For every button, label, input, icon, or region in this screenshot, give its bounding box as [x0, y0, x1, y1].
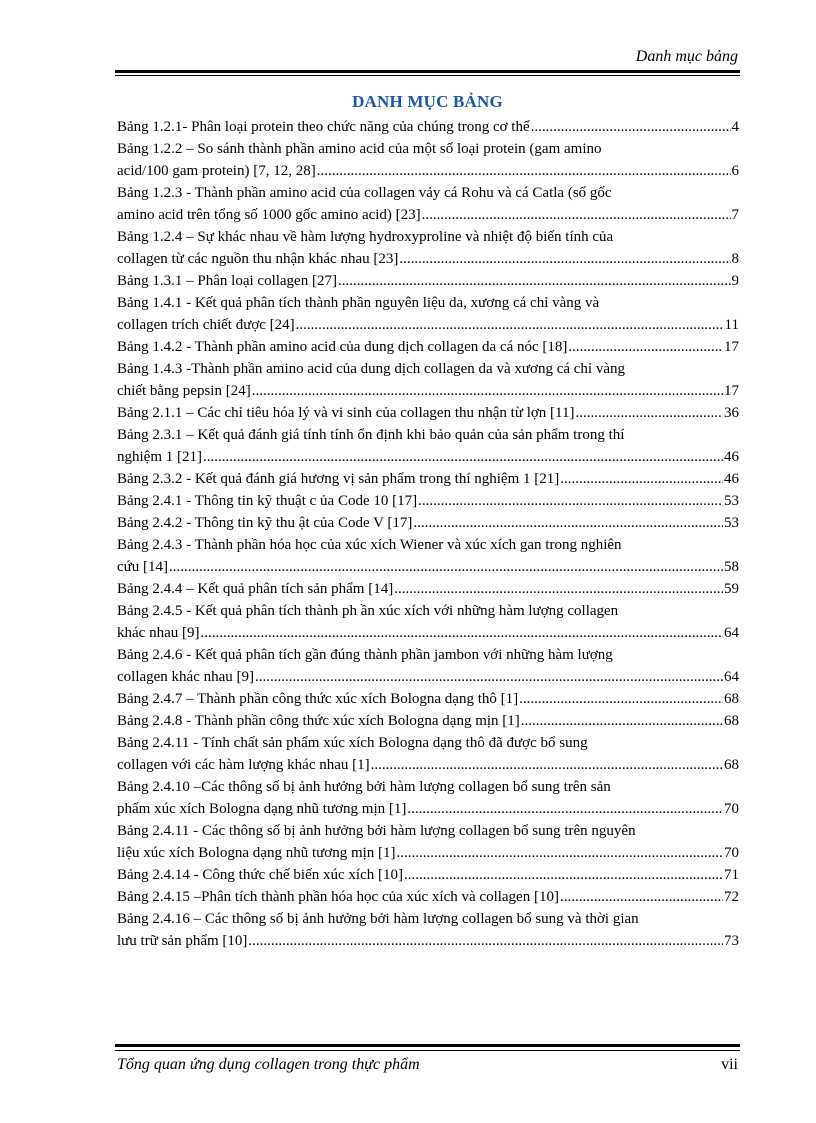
toc-entry-text: Bảng 2.3.2 - Kết quả đánh giá hương vị sản phẩm trong thí nghiệm 1 [21] — [117, 471, 560, 487]
toc-entry-text-line1: Bảng 1.2.4 – Sự khác nhau về hàm lượng hydroxyproline và nhiệt độ biến tính của — [117, 229, 614, 245]
toc-entry-page: 53 — [724, 493, 739, 509]
toc-entry-text-line1: Bảng 2.4.5 - Kết quả phân tích thành ph ần xúc xích với những hàm lượng collagen — [117, 603, 619, 619]
toc-entry[interactable] — [117, 358, 739, 402]
toc-entry-page: 17 — [724, 383, 739, 399]
toc-entry-text-line1: Bảng 2.4.3 - Thành phần hóa học của xúc xích Wiener và xúc xích gan trong nghiên — [117, 537, 622, 553]
toc-entry[interactable] — [117, 886, 739, 908]
toc-entry[interactable] — [117, 490, 739, 512]
toc-entry[interactable] — [117, 864, 739, 886]
toc-entry-text: cứu [14] — [117, 559, 169, 575]
toc-entry[interactable] — [117, 710, 739, 732]
toc-entry[interactable] — [117, 688, 739, 710]
toc-entry[interactable] — [117, 820, 739, 864]
toc-entry-text-line1: Bảng 2.4.6 - Kết quả phân tích gần đúng thành phần jambon với những hàm lượng — [117, 647, 613, 663]
dot-leader — [560, 468, 723, 490]
toc-entry-text-line1: Bảng 2.4.10 –Các thông số bị ảnh hưởng bởi hàm lượng collagen bổ sung trên sản — [117, 779, 611, 795]
toc-entry[interactable] — [117, 776, 739, 820]
toc-entry[interactable] — [117, 424, 739, 468]
toc-entry-text: liệu xúc xích Bologna dạng nhũ tương mịn [1] — [117, 845, 396, 861]
toc-entry-text-line1: Bảng 2.4.11 - Các thông số bị ảnh hưởng bởi hàm lượng collagen bổ sung trên nguyên — [117, 823, 636, 839]
toc-entry-page: 7 — [731, 207, 739, 223]
toc-entry[interactable] — [117, 908, 739, 952]
toc-entry[interactable] — [117, 292, 739, 336]
toc-entry-page: 11 — [724, 317, 739, 333]
toc-entry-text: khác nhau [9] — [117, 625, 200, 641]
dot-leader — [317, 160, 731, 182]
toc-entry[interactable] — [117, 182, 739, 226]
toc-entry-text: Bảng 2.4.14 - Công thức chế biến xúc xích [10] — [117, 867, 403, 883]
dot-leader — [418, 490, 723, 512]
dot-leader — [169, 556, 723, 578]
toc-entry[interactable] — [117, 402, 739, 424]
toc-entry-page: 68 — [724, 713, 739, 729]
toc-entry-text: nghiệm 1 [21] — [117, 449, 202, 465]
toc-entry-text: Bảng 2.4.8 - Thành phần công thức xúc xích Bologna dạng mịn [1] — [117, 713, 520, 729]
toc-entry-page: 17 — [724, 339, 739, 355]
toc-entry-page: 70 — [724, 845, 739, 861]
toc-entry[interactable] — [117, 578, 739, 600]
table-of-tables — [117, 116, 739, 952]
toc-entry[interactable] — [117, 512, 739, 534]
toc-entry-page: 4 — [731, 119, 739, 135]
toc-entry-text: Bảng 1.2.1- Phân loại protein theo chức năng của chúng trong cơ thể — [117, 119, 530, 135]
toc-entry-page: 53 — [724, 515, 739, 531]
toc-entry-text: collagen từ các nguồn thu nhận khác nhau [23] — [117, 251, 399, 267]
toc-entry-text: Bảng 2.1.1 – Các chỉ tiêu hóa lý và vi sinh của collagen thu nhận từ lợn [11] — [117, 405, 575, 421]
toc-entry[interactable] — [117, 116, 739, 138]
dot-leader — [521, 710, 723, 732]
toc-entry[interactable] — [117, 732, 739, 776]
toc-entry-text: phẩm xúc xích Bologna dạng nhũ tương mịn [1] — [117, 801, 407, 817]
dot-leader — [296, 314, 724, 336]
toc-entry[interactable] — [117, 138, 739, 182]
dot-leader — [404, 864, 723, 886]
toc-entry-page: 68 — [724, 757, 739, 773]
toc-entry-text: Bảng 2.4.2 - Thông tin kỹ thu ật của Code V [17] — [117, 515, 413, 531]
footer-rule-thin — [115, 1050, 740, 1051]
toc-entry-text: acid/100 gam protein) [7, 12, 28] — [117, 163, 316, 179]
toc-entry-text: Bảng 2.4.4 – Kết quả phân tích sản phẩm [14] — [117, 581, 394, 597]
running-header: Danh mục bảng — [635, 48, 738, 65]
toc-entry[interactable] — [117, 336, 739, 358]
toc-entry-page: 9 — [731, 273, 739, 289]
toc-entry-page: 64 — [724, 669, 739, 685]
header-rule-thin — [115, 75, 740, 76]
dot-leader — [248, 930, 723, 952]
dot-leader — [422, 204, 731, 226]
toc-entry-page: 46 — [724, 449, 739, 465]
header-rule — [115, 70, 740, 73]
toc-entry-text-line1: Bảng 2.3.1 – Kết quả đánh giá tính tính ổn định khi bảo quản của sản phẩm trong thí — [117, 427, 625, 443]
toc-entry[interactable] — [117, 270, 739, 292]
dot-leader — [200, 622, 723, 644]
toc-entry-text-line1: Bảng 2.4.16 – Các thông số bị ảnh hưởng bởi hàm lượng collagen bổ sung và thời gian — [117, 911, 639, 927]
toc-entry-text: Bảng 2.4.1 - Thông tin kỹ thuật c ủa Code 10 [17] — [117, 493, 418, 509]
toc-entry-text: Bảng 1.4.2 - Thành phần amino acid của dung dịch collagen da cá nóc [18] — [117, 339, 568, 355]
toc-entry-page: 71 — [724, 867, 739, 883]
toc-entry-page: 46 — [724, 471, 739, 487]
toc-entry-page: 68 — [724, 691, 739, 707]
toc-entry-text-line1: Bảng 2.4.11 - Tính chất sản phẩm xúc xích Bologna dạng thô đã được bổ sung — [117, 735, 588, 751]
dot-leader — [413, 512, 723, 534]
toc-entry[interactable] — [117, 468, 739, 490]
page-title: DANH MỤC BẢNG — [352, 92, 503, 111]
toc-entry-text: chiết bằng pepsin [24] — [117, 383, 251, 399]
toc-entry-text: Bảng 1.3.1 – Phân loại collagen [27] — [117, 273, 337, 289]
dot-leader — [519, 688, 723, 710]
toc-entry-page: 8 — [731, 251, 739, 267]
dot-leader — [397, 842, 723, 864]
toc-entry-text-line1: Bảng 1.4.3 -Thành phần amino acid của dung dịch collagen da và xương cá chỉ vàng — [117, 361, 625, 377]
toc-entry-text: Bảng 2.4.7 – Thành phần công thức xúc xích Bologna dạng thô [1] — [117, 691, 519, 707]
footer-rule — [115, 1044, 740, 1047]
toc-entry-text: collagen với các hàm lượng khác nhau [1] — [117, 757, 370, 773]
dot-leader — [560, 886, 723, 908]
toc-entry-text: lưu trữ sản phẩm [10] — [117, 933, 248, 949]
dot-leader — [531, 116, 731, 138]
toc-entry-text-line1: Bảng 1.4.1 - Kết quả phân tích thành phần nguyên liệu da, xương cá chỉ vàng và — [117, 295, 600, 311]
dot-leader — [255, 666, 723, 688]
toc-entry[interactable] — [117, 600, 739, 644]
dot-leader — [203, 446, 723, 468]
dot-leader — [399, 248, 730, 270]
dot-leader — [407, 798, 723, 820]
toc-entry[interactable] — [117, 644, 739, 688]
toc-entry-text: collagen trích chiết được [24] — [117, 317, 295, 333]
dot-leader — [576, 402, 724, 424]
dot-leader — [394, 578, 723, 600]
dot-leader — [568, 336, 723, 358]
toc-entry-page: 70 — [724, 801, 739, 817]
dot-leader — [338, 270, 731, 292]
toc-entry-page: 59 — [724, 581, 739, 597]
toc-entry-page: 73 — [724, 933, 739, 949]
toc-entry[interactable] — [117, 226, 739, 270]
dot-leader — [252, 380, 723, 402]
toc-entry-page: 6 — [731, 163, 739, 179]
toc-entry-text: collagen khác nhau [9] — [117, 669, 255, 685]
toc-entry[interactable] — [117, 534, 739, 578]
toc-entry-page: 72 — [724, 889, 739, 905]
toc-entry-page: 58 — [724, 559, 739, 575]
toc-entry-text: amino acid trên tổng số 1000 gốc amino acid) [23] — [117, 207, 421, 223]
toc-entry-text-line1: Bảng 1.2.3 - Thành phần amino acid của collagen vảy cá Rohu và cá Catla (số gốc — [117, 185, 612, 201]
toc-entry-text-line1: Bảng 1.2.2 – So sánh thành phần amino acid của một số loại protein (gam amino — [117, 141, 602, 157]
page-number: vii — [721, 1056, 738, 1073]
toc-entry-text: Bảng 2.4.15 –Phân tích thành phần hóa học của xúc xích và collagen [10] — [117, 889, 559, 905]
toc-entry-page: 64 — [724, 625, 739, 641]
dot-leader — [371, 754, 723, 776]
running-footer-title: Tổng quan ứng dụng collagen trong thực phẩm — [117, 1056, 420, 1073]
toc-entry-page: 36 — [724, 405, 739, 421]
